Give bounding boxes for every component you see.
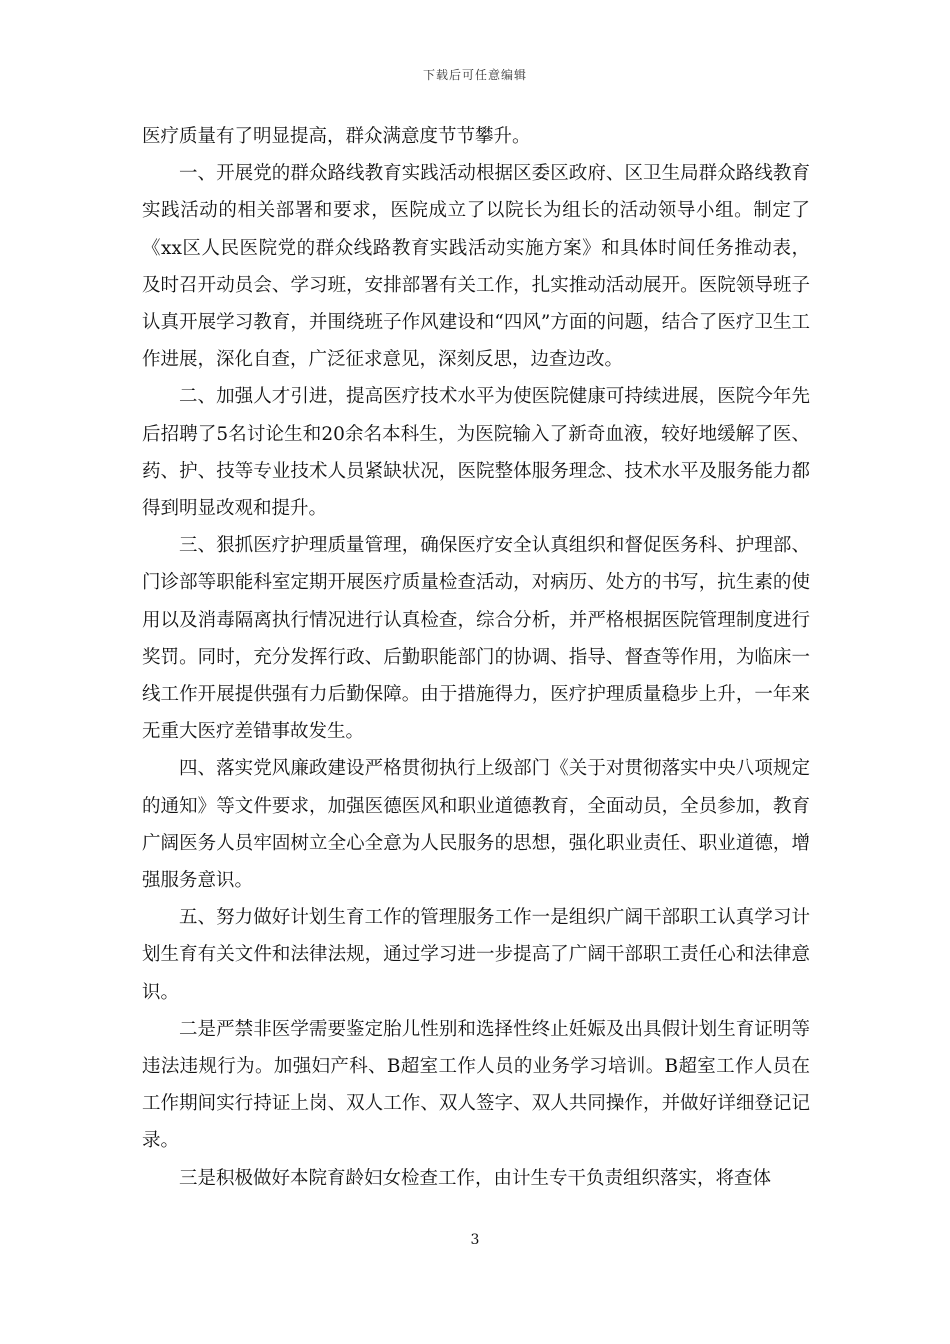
paragraph-section-4: 四、落实党风廉政建设严格贯彻执行上级部门《关于对贯彻落实中央八项规定的通知》等文件要求，加强医德医风和职业道德教育，全面动员，全员参加，教育广阔医务人员牢固树立全心全意为人民服务的思想，强化职业责任、职业道德，增强服务意识。	[142, 758, 810, 892]
paragraph-item-3: 三是积极做好本院育龄妇女检查工作，由计生专干负责组织落实，将查体	[179, 1167, 772, 1189]
paragraph-section-3: 三、狠抓医疗护理质量管理，确保医疗安全认真组织和督促医务科、护理部、门诊部等职能科室定期开展医疗质量检查活动，对病历、处方的书写，抗生素的使用以及消毒隔离执行情况进行认真检查，综合分析，并严格根据医院管理制度进行奖罚。同时，充分发挥行政、后勤职能部门的协调、指导、督查等作用，为临床一线工作开展提供强有力后勤保障。由于措施得力，医疗护理质量稳步上升，一年来无重大医疗差错事故发生。	[142, 535, 810, 743]
page-number: 3	[470, 1232, 480, 1248]
paragraph-section-1: 一、开展党的群众路线教育实践活动根据区委区政府、区卫生局群众路线教育实践活动的相关部署和要求，医院成立了以院长为组长的活动领导小组。制定了《xx区人民医院党的群众线路教育实践活动实施方案》和具体时间任务推动表，及时召开动员会、学习班，安排部署有关工作，扎实推动活动展开。医院领导班子认真开展学习教育，并围绕班子作风建设和“四风”方面的问题，结合了医疗卫生工作进展，深化自查，广泛征求意见，深刻反思，边查边改。	[142, 163, 810, 371]
document-body	[142, 118, 810, 1197]
paragraph-section-2: 二、加强人才引进，提高医疗技术水平为使医院健康可持续进展，医院今年先后招聘了5名讨论生和20余名本科生，为医院输入了新奇血液，较好地缓解了医、药、护、技等专业技术人员紧缺状况，医院整体服务理念、技术水平及服务能力都得到明显改观和提升。	[142, 386, 810, 520]
paragraph-continuation: 医疗质量有了明显提高，群众满意度节节攀升。	[142, 126, 531, 147]
page-header: 下载后可任意编辑	[422, 68, 527, 82]
paragraph-section-5: 五、努力做好计划生育工作的管理服务工作一是组织广阔干部职工认真学习计划生育有关文件和法律法规，通过学习进一步提高了广阔干部职工责任心和法律意识。	[142, 907, 810, 1003]
paragraph-item-2: 二是严禁非医学需要鉴定胎儿性别和选择性终止妊娠及出具假计划生育证明等违法违规行为。加强妇产科、B超室工作人员的业务学习培训。B超室工作人员在工作期间实行持证上岗、双人工作、双人签字、双人共同操作，并做好详细登记记录。	[142, 1018, 810, 1152]
